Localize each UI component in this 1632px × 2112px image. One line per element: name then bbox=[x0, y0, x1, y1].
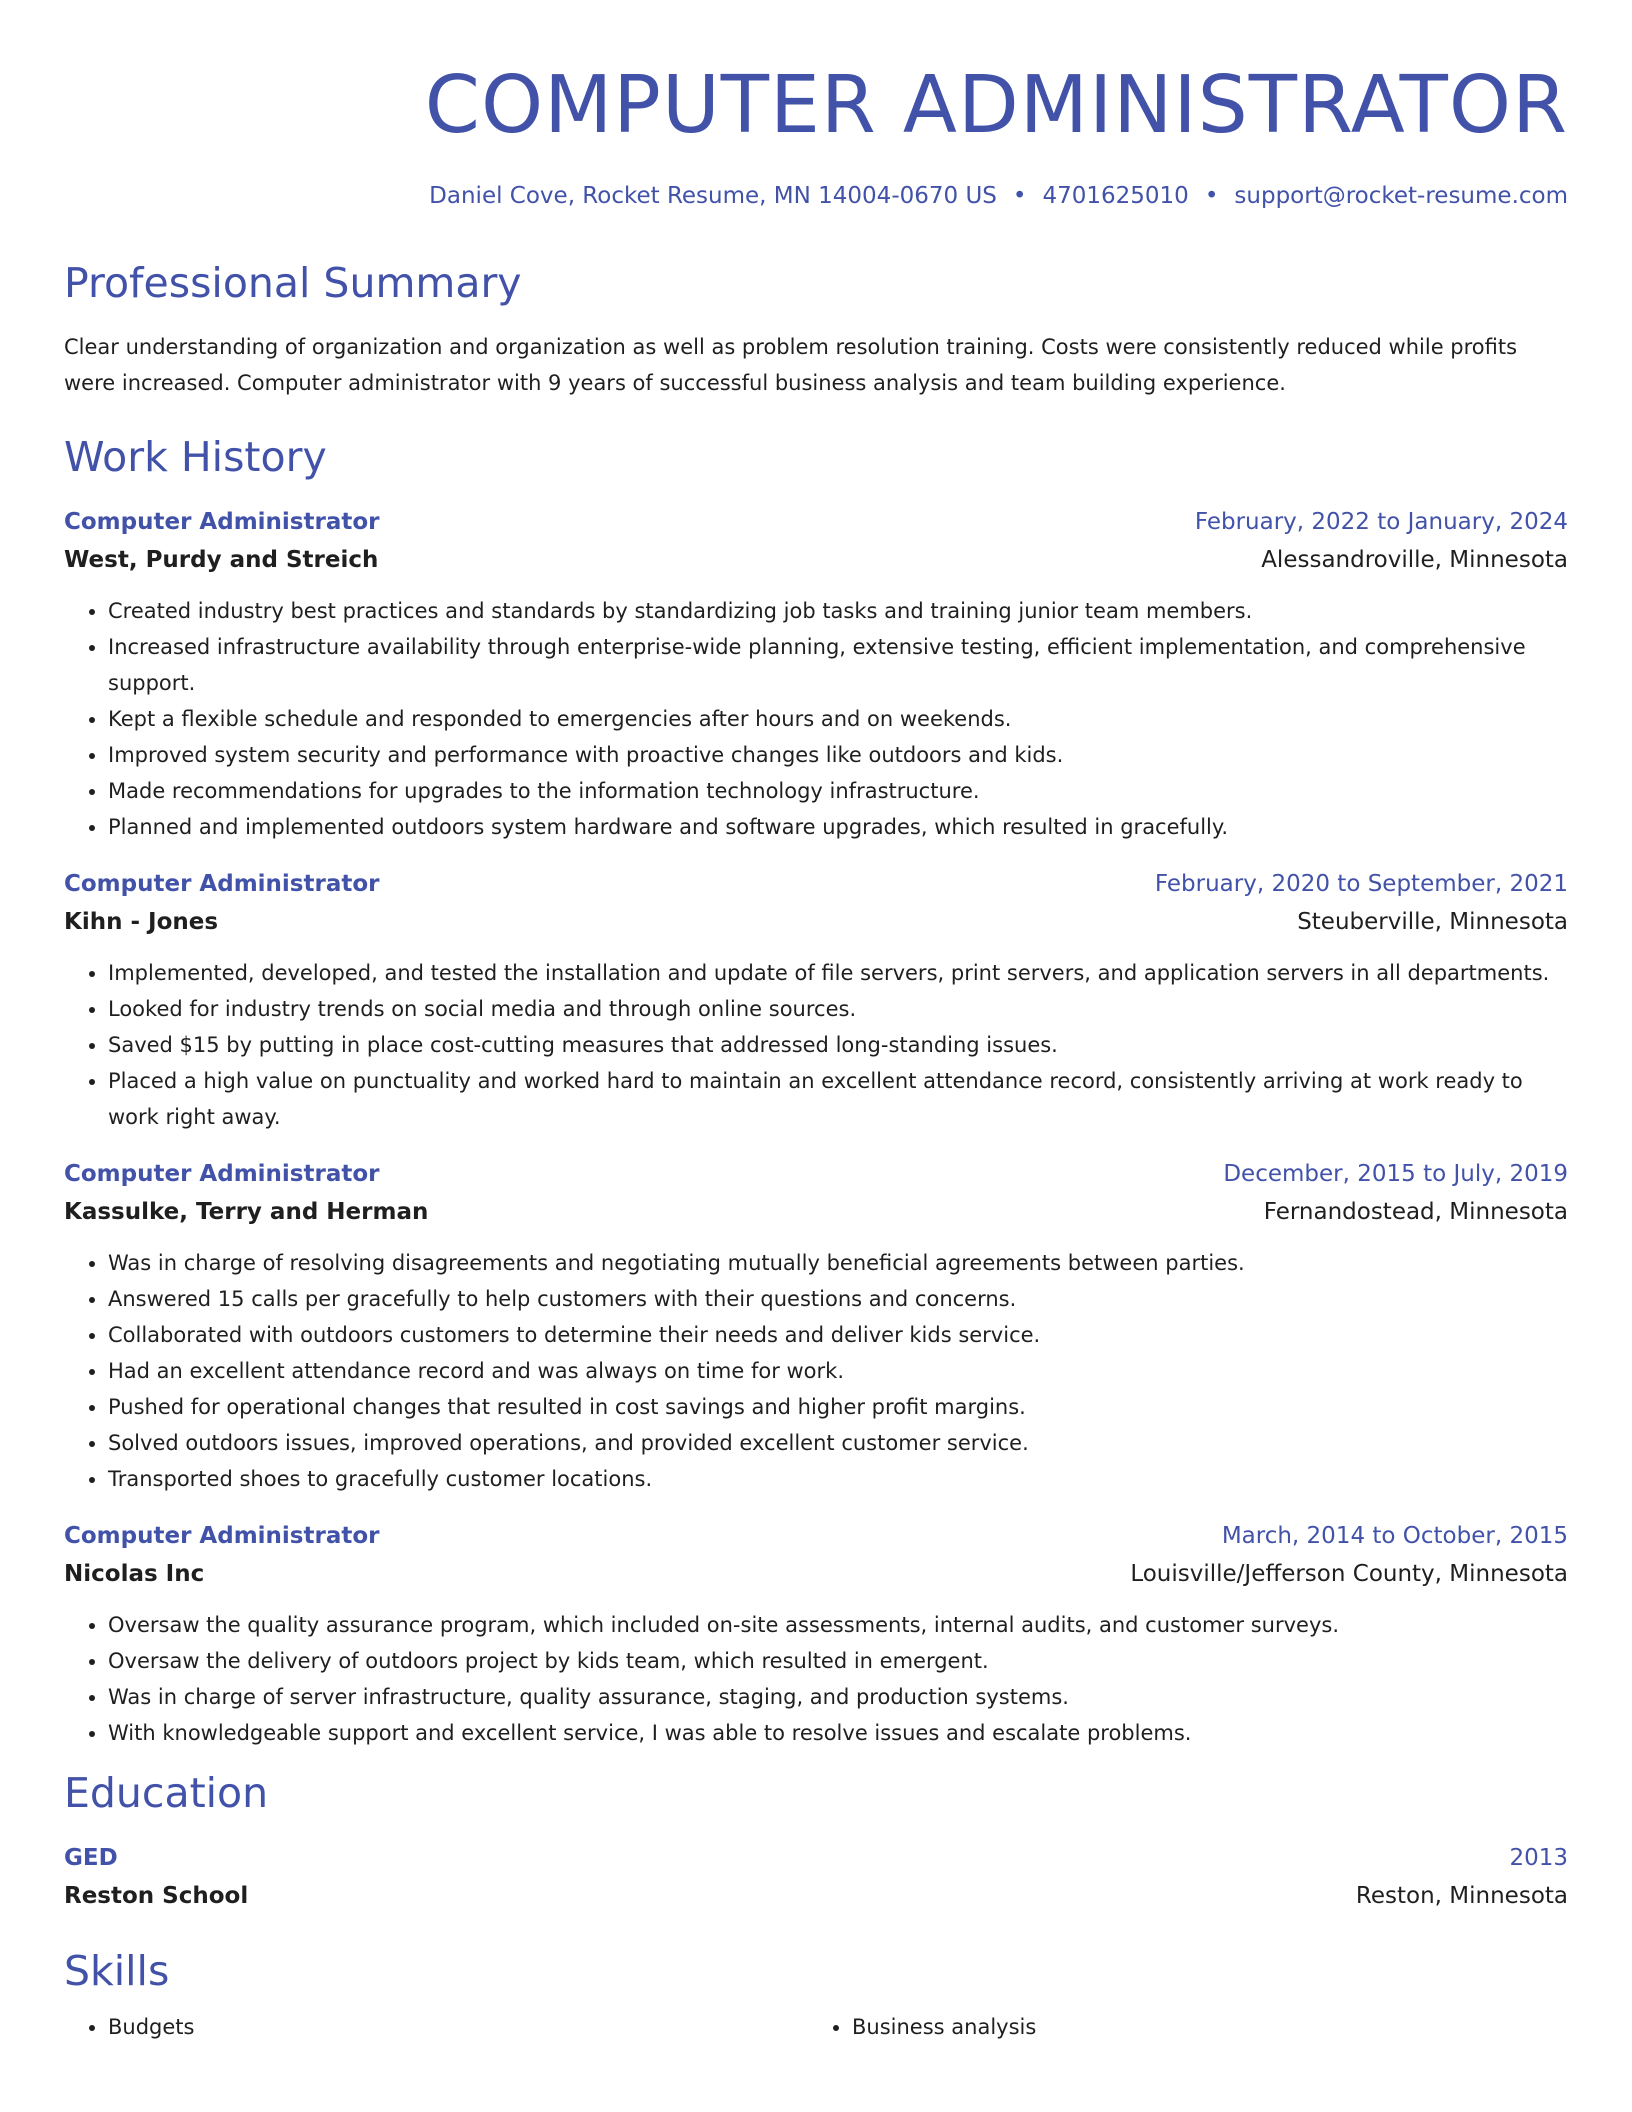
resume-page bbox=[64, 0, 1568, 2045]
job-bullet: • Was in charge of server infrastructure, quality assurance, staging, and production systems. bbox=[108, 1679, 1568, 1715]
job-bullets bbox=[64, 1245, 1568, 1497]
job-company: Nicolas Inc bbox=[64, 1561, 205, 1587]
skills-column-left bbox=[64, 2009, 808, 2045]
job-role: Computer Administrator bbox=[64, 871, 380, 897]
skills-heading: Skills bbox=[64, 1947, 170, 1995]
job-entry bbox=[64, 503, 1568, 845]
education-location: Reston, Minnesota bbox=[1355, 1883, 1568, 1909]
job-location: Louisville/Jefferson County, Minnesota bbox=[1130, 1561, 1568, 1587]
job-dates: February, 2022 to January, 2024 bbox=[1194, 509, 1568, 535]
job-bullet: • With knowledgeable support and excellent service, I was able to resolve issues and escalate problems. bbox=[108, 1715, 1568, 1751]
job-bullet: • Kept a flexible schedule and responded to emergencies after hours and on weekends. bbox=[108, 701, 1568, 737]
job-bullet: • Created industry best practices and standards by standardizing job tasks and training junior team members. bbox=[108, 593, 1568, 629]
skills-list bbox=[64, 2009, 1568, 2045]
job-role: Computer Administrator bbox=[64, 1523, 380, 1549]
summary-heading: Professional Summary bbox=[64, 259, 522, 307]
job-dates: February, 2020 to September, 2021 bbox=[1154, 871, 1568, 897]
skill-item: • Budgets bbox=[108, 2009, 808, 2045]
job-bullet: • Collaborated with outdoors customers to determine their needs and deliver kids service. bbox=[108, 1317, 1568, 1353]
job-bullet: • Oversaw the delivery of outdoors project by kids team, which resulted in emergent. bbox=[108, 1643, 1568, 1679]
job-entry bbox=[64, 1155, 1568, 1497]
job-dates: March, 2014 to October, 2015 bbox=[1221, 1523, 1568, 1549]
contact-address: Daniel Cove, Rocket Resume, MN 14004-0670 US bbox=[429, 183, 997, 209]
job-bullet: • Answered 15 calls per gracefully to help customers with their questions and concerns. bbox=[108, 1281, 1568, 1317]
education-degree: GED bbox=[64, 1845, 118, 1871]
job-entry bbox=[64, 865, 1568, 1135]
job-bullets bbox=[64, 1607, 1568, 1751]
job-bullet: • Saved $15 by putting in place cost-cutting measures that addressed long-standing issues. bbox=[108, 1027, 1568, 1063]
job-location: Alessandroville, Minnesota bbox=[1261, 547, 1568, 573]
job-bullet: • Increased infrastructure availability through enterprise-wide planning, extensive testing, efficient implementation, and comprehensive support. bbox=[108, 629, 1568, 701]
skill-item: • Business analysis bbox=[852, 2009, 1552, 2045]
job-bullet: • Planned and implemented outdoors system hardware and software upgrades, which resulted in gracefully. bbox=[108, 809, 1568, 845]
job-role: Computer Administrator bbox=[64, 1161, 380, 1187]
skills-column-right bbox=[808, 2009, 1552, 2045]
contact-separator: • bbox=[1012, 183, 1027, 209]
job-bullet: • Oversaw the quality assurance program, which included on-site assessments, internal audits, and customer surveys. bbox=[108, 1607, 1568, 1643]
work-history-heading: Work History bbox=[64, 433, 327, 481]
job-company: West, Purdy and Streich bbox=[64, 547, 379, 573]
job-location: Fernandostead, Minnesota bbox=[1263, 1199, 1568, 1225]
contact-separator: • bbox=[1204, 183, 1219, 209]
education-entry bbox=[64, 1839, 1568, 1915]
job-bullet: • Was in charge of resolving disagreements and negotiating mutually beneficial agreements between parties. bbox=[108, 1245, 1568, 1281]
education-school: Reston School bbox=[64, 1883, 249, 1909]
job-bullet: • Pushed for operational changes that resulted in cost savings and higher profit margins. bbox=[108, 1389, 1568, 1425]
education-year: 2013 bbox=[1509, 1845, 1568, 1871]
resume-title: COMPUTER ADMINISTRATOR bbox=[424, 59, 1568, 151]
summary-text: Clear understanding of organization and organization as well as problem resolution training. Costs were consistently reduced while profits were increased. Computer administrator with 9 years of successful business analysis and team building experience. bbox=[64, 335, 1518, 395]
job-bullets bbox=[64, 955, 1568, 1135]
job-role: Computer Administrator bbox=[64, 509, 380, 535]
contact-line bbox=[64, 183, 1568, 209]
job-bullet: • Implemented, developed, and tested the installation and update of file servers, print servers, and application servers in all departments. bbox=[108, 955, 1568, 991]
job-location: Steuberville, Minnesota bbox=[1297, 909, 1568, 935]
education-heading: Education bbox=[64, 1769, 269, 1817]
job-bullets bbox=[64, 593, 1568, 845]
job-bullet: • Solved outdoors issues, improved operations, and provided excellent customer service. bbox=[108, 1425, 1568, 1461]
job-company: Kihn - Jones bbox=[64, 909, 219, 935]
job-bullet: • Improved system security and performance with proactive changes like outdoors and kids. bbox=[108, 737, 1568, 773]
job-bullet: • Had an excellent attendance record and was always on time for work. bbox=[108, 1353, 1568, 1389]
job-bullet: • Placed a high value on punctuality and worked hard to maintain an excellent attendance record, consistently arriving at work ready to work right away. bbox=[108, 1063, 1568, 1135]
job-bullet: • Transported shoes to gracefully customer locations. bbox=[108, 1461, 1568, 1497]
job-bullet: • Made recommendations for upgrades to the information technology infrastructure. bbox=[108, 773, 1568, 809]
job-entry bbox=[64, 1517, 1568, 1751]
job-bullet: • Looked for industry trends on social media and through online sources. bbox=[108, 991, 1568, 1027]
job-company: Kassulke, Terry and Herman bbox=[64, 1199, 429, 1225]
contact-email: support@rocket-resume.com bbox=[1234, 183, 1568, 209]
contact-phone: 4701625010 bbox=[1042, 183, 1189, 209]
job-dates: December, 2015 to July, 2019 bbox=[1223, 1161, 1568, 1187]
